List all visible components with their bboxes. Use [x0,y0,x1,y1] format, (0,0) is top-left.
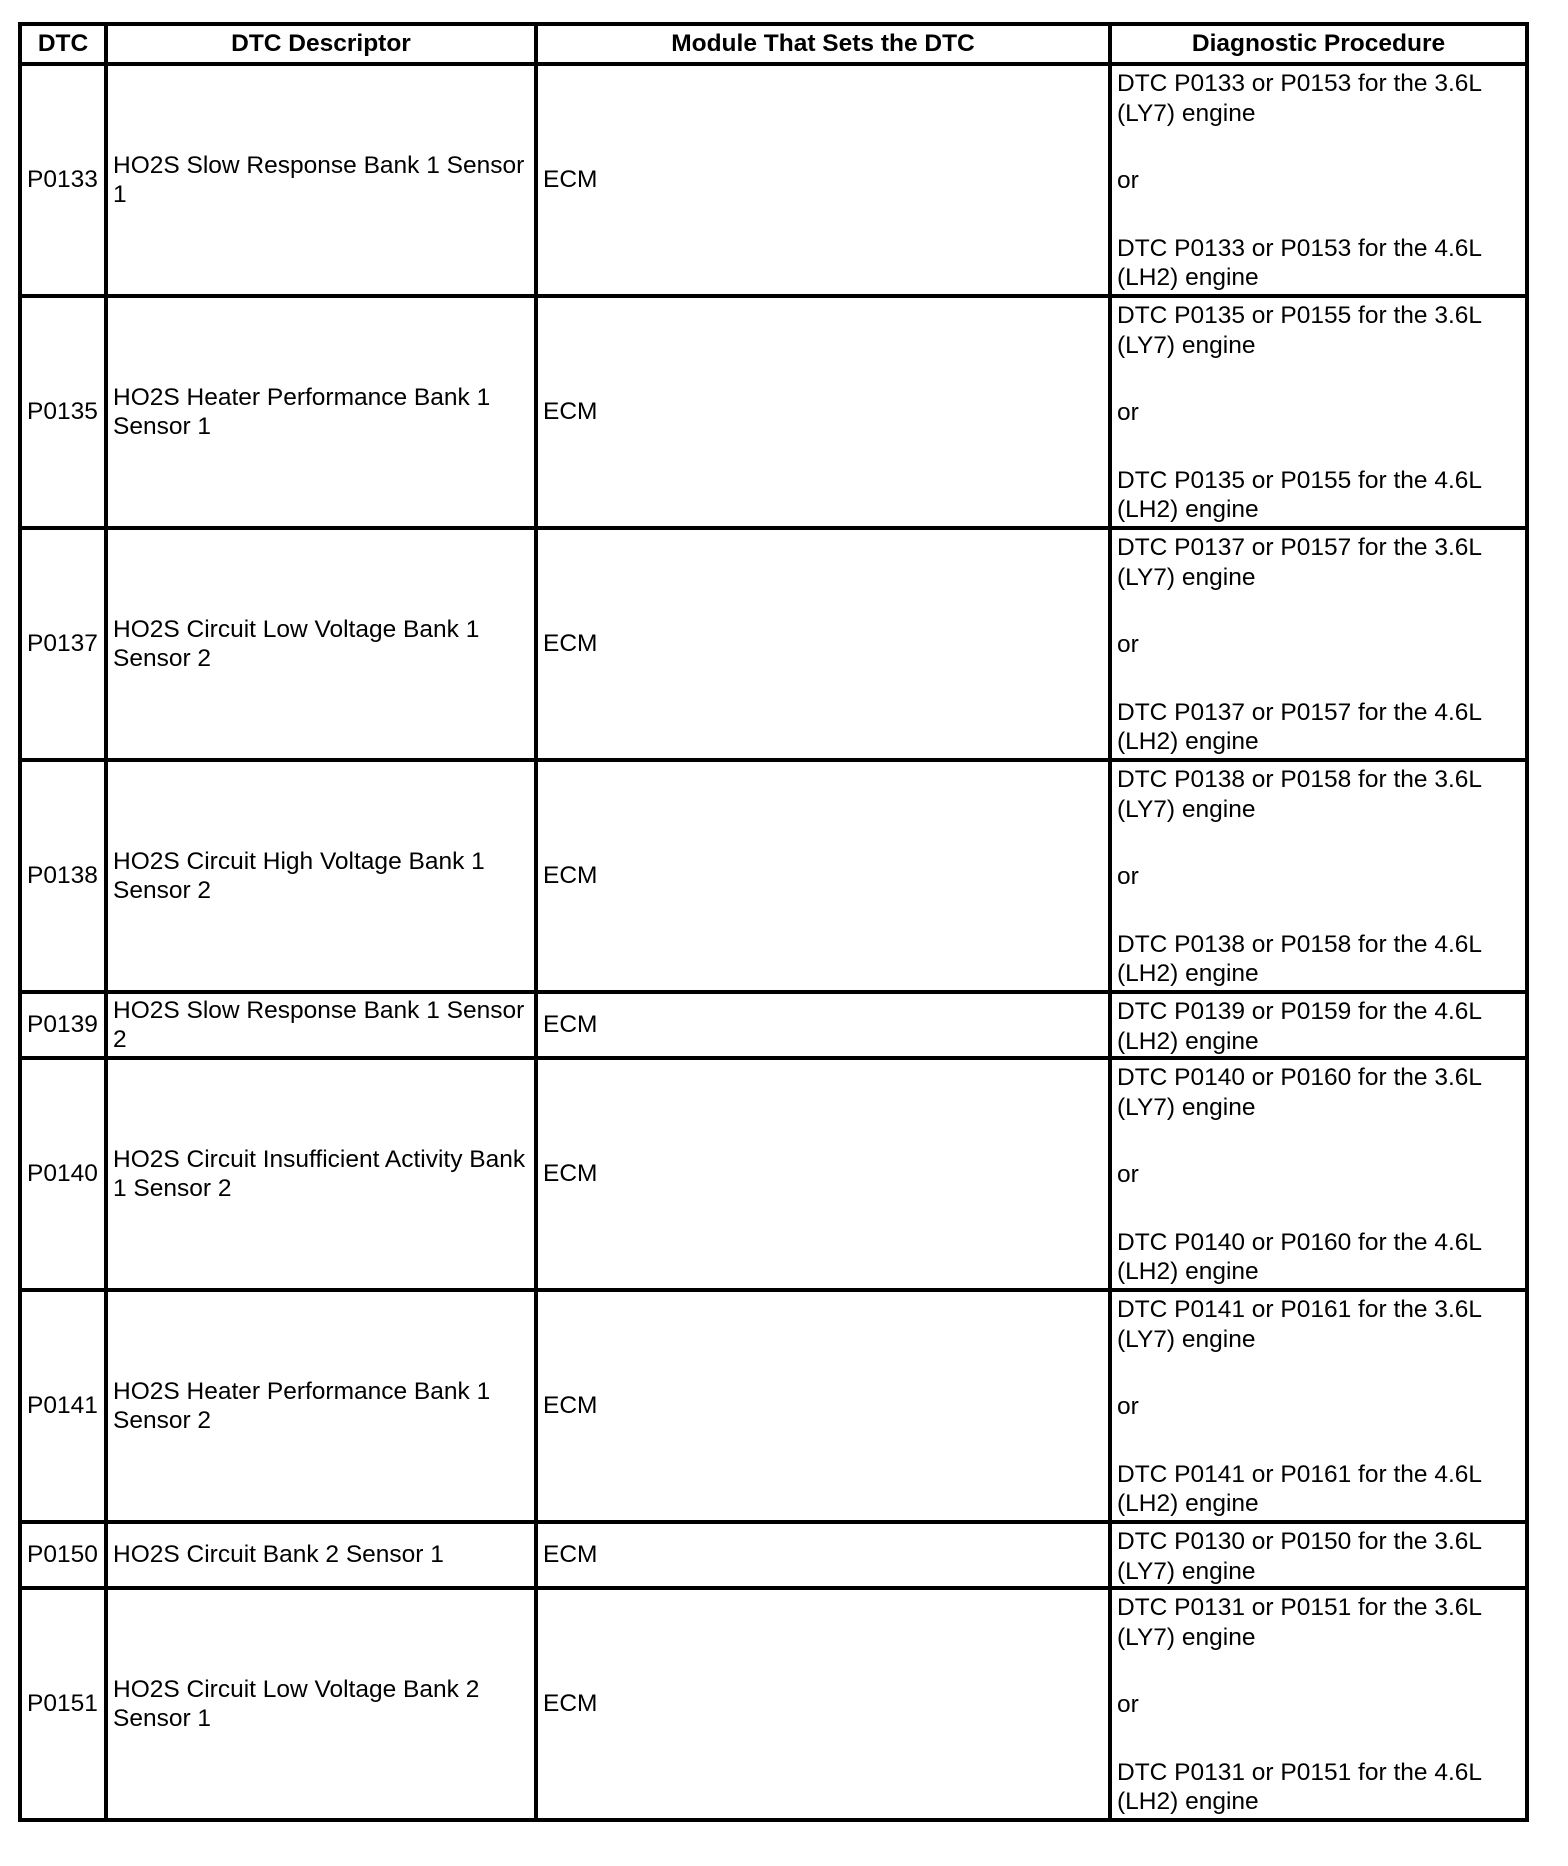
cell-procedure [1110,296,1527,528]
procedure-separator: or [1117,1691,1139,1718]
procedure-reference: DTC P0133 or P0153 for the 3.6L (LY7) engine [1117,70,1482,127]
dtc-table [18,22,1529,1822]
table-row [20,1588,1527,1820]
procedure-reference: DTC P0131 or P0151 for the 3.6L (LY7) engine [1117,1594,1482,1651]
procedure-separator: or [1117,631,1139,658]
table-row [20,1522,1527,1588]
procedure-gap [1117,196,1520,234]
procedure-reference: DTC P0139 or P0159 for the 4.6L (LH2) engine [1117,998,1482,1055]
cell-dtc: P0139 [20,992,106,1058]
procedure-gap [1117,660,1520,698]
table-row [20,528,1527,760]
procedure-reference: DTC P0141 or P0161 for the 3.6L (LY7) engine [1117,1296,1482,1353]
cell-procedure [1110,1522,1527,1588]
table-row [20,1290,1527,1522]
cell-descriptor: HO2S Circuit Bank 2 Sensor 1 [106,1522,536,1588]
procedure-reference: DTC P0140 or P0160 for the 3.6L (LY7) engine [1117,1064,1482,1121]
cell-procedure [1110,992,1527,1058]
cell-dtc: P0135 [20,296,106,528]
procedure-separator: or [1117,863,1139,890]
table-header-row [20,24,1527,64]
procedure-gap [1117,1122,1520,1160]
procedure-gap [1117,128,1520,166]
procedure-gap [1117,892,1520,930]
cell-procedure [1110,1058,1527,1290]
cell-descriptor: HO2S Heater Performance Bank 1 Sensor 1 [106,296,536,528]
procedure-separator: or [1117,1393,1139,1420]
procedure-gap [1117,1652,1520,1690]
procedure-reference: DTC P0137 or P0157 for the 4.6L (LH2) engine [1117,698,1482,755]
table-row [20,1058,1527,1290]
table-body [20,64,1527,1820]
cell-procedure [1110,1290,1527,1522]
cell-procedure [1110,1588,1527,1820]
table-row [20,64,1527,296]
procedure-reference: DTC P0141 or P0161 for the 4.6L (LH2) engine [1117,1460,1482,1517]
cell-dtc: P0151 [20,1588,106,1820]
header-descriptor: DTC Descriptor [106,24,536,64]
cell-module: ECM [536,64,1110,296]
header-module: Module That Sets the DTC [536,24,1110,64]
cell-module: ECM [536,1290,1110,1522]
procedure-gap [1117,1354,1520,1392]
cell-dtc: P0133 [20,64,106,296]
table-row [20,296,1527,528]
procedure-gap [1117,592,1520,630]
cell-procedure [1110,528,1527,760]
procedure-reference: DTC P0138 or P0158 for the 3.6L (LY7) engine [1117,766,1482,823]
cell-descriptor: HO2S Circuit Low Voltage Bank 2 Sensor 1 [106,1588,536,1820]
procedure-reference: DTC P0135 or P0155 for the 4.6L (LH2) engine [1117,466,1482,523]
cell-module: ECM [536,1522,1110,1588]
procedure-reference: DTC P0140 or P0160 for the 4.6L (LH2) engine [1117,1228,1482,1285]
procedure-separator: or [1117,1161,1139,1188]
cell-module: ECM [536,1058,1110,1290]
cell-dtc: P0137 [20,528,106,760]
procedure-gap [1117,360,1520,398]
table-row [20,760,1527,992]
procedure-reference: DTC P0137 or P0157 for the 3.6L (LY7) engine [1117,534,1482,591]
procedure-gap [1117,1422,1520,1460]
procedure-gap [1117,1720,1520,1758]
header-procedure: Diagnostic Procedure [1110,24,1527,64]
procedure-reference: DTC P0138 or P0158 for the 4.6L (LH2) engine [1117,930,1482,987]
cell-descriptor: HO2S Circuit Insufficient Activity Bank 1 Sensor 2 [106,1058,536,1290]
procedure-gap [1117,428,1520,466]
cell-module: ECM [536,760,1110,992]
cell-dtc: P0150 [20,1522,106,1588]
cell-dtc: P0138 [20,760,106,992]
cell-module: ECM [536,296,1110,528]
cell-descriptor: HO2S Heater Performance Bank 1 Sensor 2 [106,1290,536,1522]
cell-procedure [1110,760,1527,992]
cell-descriptor: HO2S Slow Response Bank 1 Sensor 1 [106,64,536,296]
cell-module: ECM [536,992,1110,1058]
cell-descriptor: HO2S Slow Response Bank 1 Sensor 2 [106,992,536,1058]
cell-descriptor: HO2S Circuit High Voltage Bank 1 Sensor 2 [106,760,536,992]
table-row [20,992,1527,1058]
cell-procedure [1110,64,1527,296]
cell-dtc: P0141 [20,1290,106,1522]
procedure-separator: or [1117,399,1139,426]
cell-dtc: P0140 [20,1058,106,1290]
cell-module: ECM [536,528,1110,760]
header-dtc: DTC [20,24,106,64]
procedure-gap [1117,824,1520,862]
procedure-reference: DTC P0130 or P0150 for the 3.6L (LY7) engine [1117,1528,1482,1585]
procedure-reference: DTC P0135 or P0155 for the 3.6L (LY7) engine [1117,302,1482,359]
procedure-reference: DTC P0133 or P0153 for the 4.6L (LH2) engine [1117,234,1482,291]
cell-descriptor: HO2S Circuit Low Voltage Bank 1 Sensor 2 [106,528,536,760]
cell-module: ECM [536,1588,1110,1820]
procedure-gap [1117,1190,1520,1228]
procedure-separator: or [1117,167,1139,194]
procedure-reference: DTC P0131 or P0151 for the 4.6L (LH2) engine [1117,1758,1482,1815]
